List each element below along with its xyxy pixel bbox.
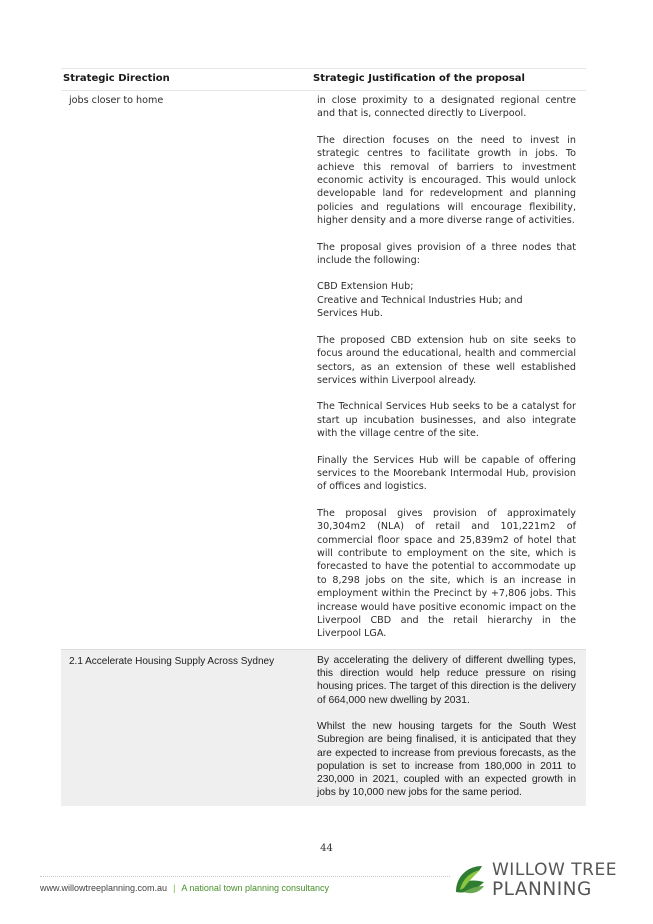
strategic-direction-table (61, 68, 586, 806)
willow-tree-leaf-logo-icon (452, 862, 488, 898)
justification-paragraph: The direction focuses on the need to invest in strategic centres to facilitate growth in jobs. To achieve this removal of barriers to investment economic activity is encouraged. This would unlock developable land for redevelopment and planning policies and regulations will encourage flexibility, higher density and a more diverse range of activities. (317, 134, 576, 227)
footer-tagline: A national town planning consultancy (181, 883, 330, 893)
justification-cell (307, 91, 586, 650)
justification-cell (307, 649, 586, 805)
justification-paragraph: The proposal gives provision of a three nodes that include the following: (317, 241, 576, 267)
header-strategic-direction: Strategic Direction (61, 69, 307, 91)
page-number: 44 (320, 843, 333, 854)
header-strategic-justification: Strategic Justification of the proposal (307, 69, 586, 91)
justification-paragraph: By accelerating the delivery of different dwelling types, this direction would help reduce pressure on rising housing prices. The target of this direction is the delivery of 664,000 new dwelling by 2031. (317, 654, 576, 706)
justification-paragraph: The proposal gives provision of approximately 30,304m2 (NLA) of retail and 101,221m2 of commercial floor space and 25,839m2 of hotel that will contribute to employment on the site, which is forecasted to have the potential to accommodate up to 8,298 jobs on the site, which is an increase in employment within the Precinct by +7,806 jobs. This increase would have positive economic impact on the Liverpool CBD and the retail hierarchy in the Liverpool LGA. (317, 507, 576, 640)
table-header-row (61, 69, 586, 91)
justification-paragraph: Finally the Services Hub will be capable of offering services to the Moorebank Intermodal Hub, provision of offices and logistics. (317, 454, 576, 493)
justification-paragraph: Whilst the new housing targets for the South West Subregion are being finalised, it is anticipated that they are expected to increase from previous forecasts, as the population is set to increase from 180,000 in 2011 to 230,000 in 2021, coupled with an expected growth in jobs by 10,000 new jobs for the same period. (317, 721, 576, 799)
footer-separator: | (173, 883, 176, 893)
justification-paragraph: in close proximity to a designated regional centre and that is, connected directly to Liverpool. (317, 95, 576, 120)
strategic-direction-cell: 2.1 Accelerate Housing Supply Across Sydney (61, 649, 307, 805)
hub-list: CBD Extension Hub; Creative and Technical Industries Hub; and Services Hub. (317, 281, 523, 320)
logo-text-willow-tree: WILLOW TREE (492, 860, 617, 880)
justification-paragraph: The Technical Services Hub seeks to be a catalyst for start up incubation businesses, and also integrate with the village centre of the site. (317, 401, 576, 440)
table-row (61, 91, 586, 650)
footer-contact (40, 883, 329, 893)
logo-text-planning: PLANNING (492, 879, 592, 900)
justification-paragraph: The proposed CBD extension hub on site seeks to focus around the educational, health and commercial sectors, as an extension of these well established services within Liverpool already. (317, 334, 576, 386)
willow-tree-planning-logo (452, 860, 622, 902)
strategic-direction-cell: jobs closer to home (61, 91, 307, 650)
table-row (61, 649, 586, 805)
footer-divider (40, 876, 450, 877)
footer-website-link[interactable]: www.willowtreeplanning.com.au (40, 883, 168, 893)
